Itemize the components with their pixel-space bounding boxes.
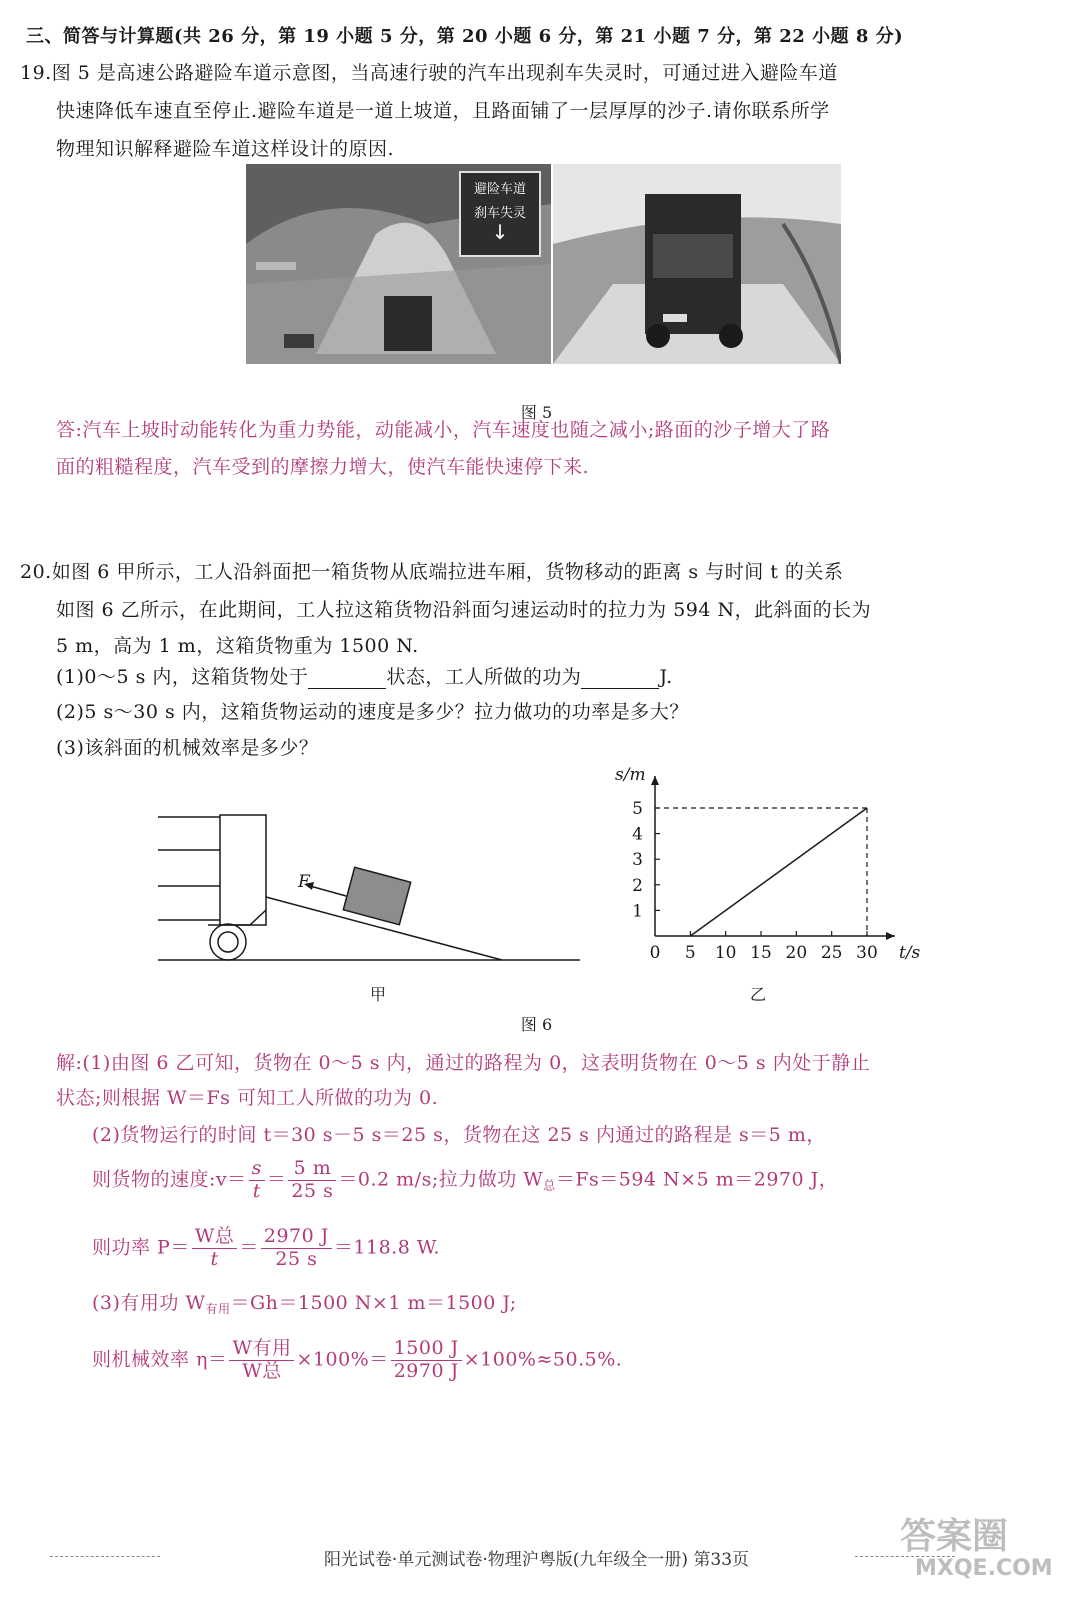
fraction-numerator: 1500 J [391, 1338, 462, 1361]
y-axis-arrow-icon [651, 776, 659, 785]
fraction-1500-over-2970 [391, 1338, 462, 1383]
y-tick-label: 5 [632, 799, 643, 819]
efficiency-middle: ×100%＝ [296, 1348, 389, 1371]
figure6-caption: 图 6 [520, 1015, 553, 1034]
solution-line-5: 则功率 P＝ $\frac{\text{W总}}{t}$ ＝ $\frac{2970 J}{25 s}$ ＝118.8 W. [92, 1225, 441, 1270]
power-result: ＝118.8 W. [333, 1236, 441, 1259]
q20-line-3: 5 m，高为 1 m，这箱货物重为 1500 N. [56, 635, 419, 657]
fraction-denominator: t [252, 1179, 261, 1202]
q20-sub1-part-a: (1)0～5 s 内，这箱货物处于 [56, 666, 309, 688]
q20-sub1 [56, 662, 673, 689]
series-line [690, 808, 867, 936]
q20-sub3: (3)该斜面的机械效率是多少？ [56, 737, 319, 759]
solution-line-6 [92, 1288, 517, 1317]
q19-line-1: 19.图 5 是高速公路避险车道示意图，当高速行驶的汽车出现刹车失灵时，可通过进入避险车道 [20, 62, 838, 84]
q20-sub1-part-c: J. [659, 666, 673, 688]
fraction-numerator: W总 [192, 1226, 238, 1249]
x-tick-label: 30 [856, 943, 878, 963]
solution-line-1: 解:(1)由图 6 乙可知，货物在 0～5 s 内，通过的路程为 0，这表明货物在 0～5 s 内处于静止 [56, 1052, 871, 1074]
subscript-total: 总 [543, 1178, 556, 1193]
x-tick-label: 5 [684, 943, 696, 963]
q19-answer-line-1: 答:汽车上坡时动能转化为重力势能，动能减小，汽车速度也随之减小;路面的沙子增大了路 [56, 419, 831, 441]
y-axis-label: s/m [615, 765, 646, 785]
solution-line-7 [92, 1338, 622, 1383]
distance-time-chart [600, 762, 950, 1002]
fraction-useful-over-total [229, 1338, 294, 1383]
y-tick-label: 4 [632, 824, 643, 845]
efficiency-label: 则机械效率 η＝ [92, 1348, 228, 1371]
fraction-denominator: 25 s [291, 1179, 334, 1202]
q19-line-3: 物理知识解释避险车道这样设计的原因. [56, 138, 395, 160]
figure6-right-caption: 乙 [750, 985, 767, 1004]
x-axis-label: t/s [899, 943, 921, 963]
fraction-denominator: W总 [242, 1359, 282, 1382]
fraction-denominator: t [210, 1247, 219, 1270]
useful-work-label: (3)有用功 W [92, 1292, 206, 1314]
x-tick-label: 10 [714, 943, 737, 963]
fraction-numerator: s [249, 1158, 265, 1181]
useful-work-result: ＝Gh＝1500 N×1 m＝1500 J; [230, 1292, 517, 1314]
solution-line-4: 则货物的速度:v＝ $\frac{s}{t}$ ＝ $\frac{5 m}{25 s}$ ＝0.2 m/s;拉力做功 $W_总=Fs=594$ N×5 m＝2970 J， [92, 1157, 839, 1202]
fraction-w-over-t [192, 1226, 238, 1271]
efficiency-result: ×100%≈50.5%. [463, 1348, 623, 1371]
velocity-result: ＝0.2 m/s;拉力做功 W [338, 1168, 544, 1191]
answer-blank-1[interactable] [308, 671, 386, 689]
q20-line-1: 20.如图 6 甲所示，工人沿斜面把一箱货物从底端拉进车厢，货物移动的距离 s 与时间 t 的关系 [20, 561, 844, 583]
figure5-photo-right [553, 164, 841, 364]
work-result: ＝Fs＝594 N×5 m＝2970 J， [555, 1168, 839, 1191]
force-label: F [298, 872, 310, 892]
q20-sub1-part-b: 状态，工人所做的功为 [386, 666, 582, 688]
y-tick-label: 3 [632, 850, 643, 871]
q20-sub2: (2)5 s～30 s 内，这箱货物运动的速度是多少？拉力做功的功率是多大？ [56, 701, 689, 723]
figure5-photo-left [246, 164, 551, 364]
figure5-caption: 图 5 [520, 403, 553, 422]
figure6-left-caption: 甲 [370, 985, 387, 1004]
fraction-s-over-t [249, 1158, 265, 1203]
x-tick-label: 15 [750, 943, 772, 963]
q19-answer-line-2: 面的粗糙程度，汽车受到的摩擦力增大，使汽车能快速停下来. [56, 456, 590, 478]
watermark-url: MXQE.COM [915, 1556, 1053, 1581]
fraction-numerator: 5 m [288, 1158, 336, 1181]
fraction-denominator: 2970 J [393, 1359, 459, 1382]
down-arrow-icon: ↓ [491, 220, 509, 244]
fraction-numerator: W有用 [229, 1338, 294, 1361]
answer-blank-2[interactable] [581, 671, 659, 689]
q19-line-2: 快速降低车速直至停止.避险车道是一道上坡道，且路面铺了一层厚厚的沙子.请你联系所学 [56, 100, 830, 122]
x-tick-label: 20 [785, 943, 808, 963]
solution-line-3: (2)货物运行的时间 t＝30 s－5 s＝25 s，货物在这 25 s 内通过的路程是 s＝5 m， [92, 1124, 826, 1146]
q20-line-2: 如图 6 乙所示，在此期间，工人拉这箱货物沿斜面匀速运动时的拉力为 594 N，此斜面的长为 [56, 599, 872, 621]
escape-lane-sign-text-1: 避险车道 [473, 182, 526, 197]
solution-line-2: 状态;则根据 W＝Fs 可知工人所做的功为 0. [56, 1087, 439, 1109]
x-tick-label: 25 [820, 943, 843, 963]
x-tick-label: 0 [649, 943, 661, 963]
truck-in-sand-illustration [553, 164, 841, 364]
escape-lane-sign-text-2: 刹车失灵 [473, 206, 526, 221]
power-label: 则功率 P＝ [92, 1236, 190, 1259]
velocity-label: 则货物的速度:v＝ [92, 1168, 247, 1191]
y-tick-label: 2 [632, 875, 643, 896]
x-axis-arrow-icon [886, 932, 895, 940]
watermark-logo: 答案圈 [900, 1516, 1009, 1557]
page-footer: 阳光试卷·单元测试卷·物理沪粤版(九年级全一册) 第33页 [323, 1550, 750, 1570]
fraction-5m-over-25s [288, 1158, 336, 1203]
fraction-2970-over-25 [261, 1226, 332, 1271]
section-header: 三、简答与计算题(共 26 分，第 19 小题 5 分，第 20 小题 6 分，第 21 小题 7 分，第 22 小题 8 分) [26, 26, 904, 47]
fraction-numerator: 2970 J [261, 1226, 332, 1249]
fraction-denominator: 25 s [275, 1247, 318, 1270]
incline-diagram [150, 800, 590, 990]
y-tick-label: 1 [632, 901, 643, 922]
subscript-useful: 有用 [205, 1302, 231, 1316]
